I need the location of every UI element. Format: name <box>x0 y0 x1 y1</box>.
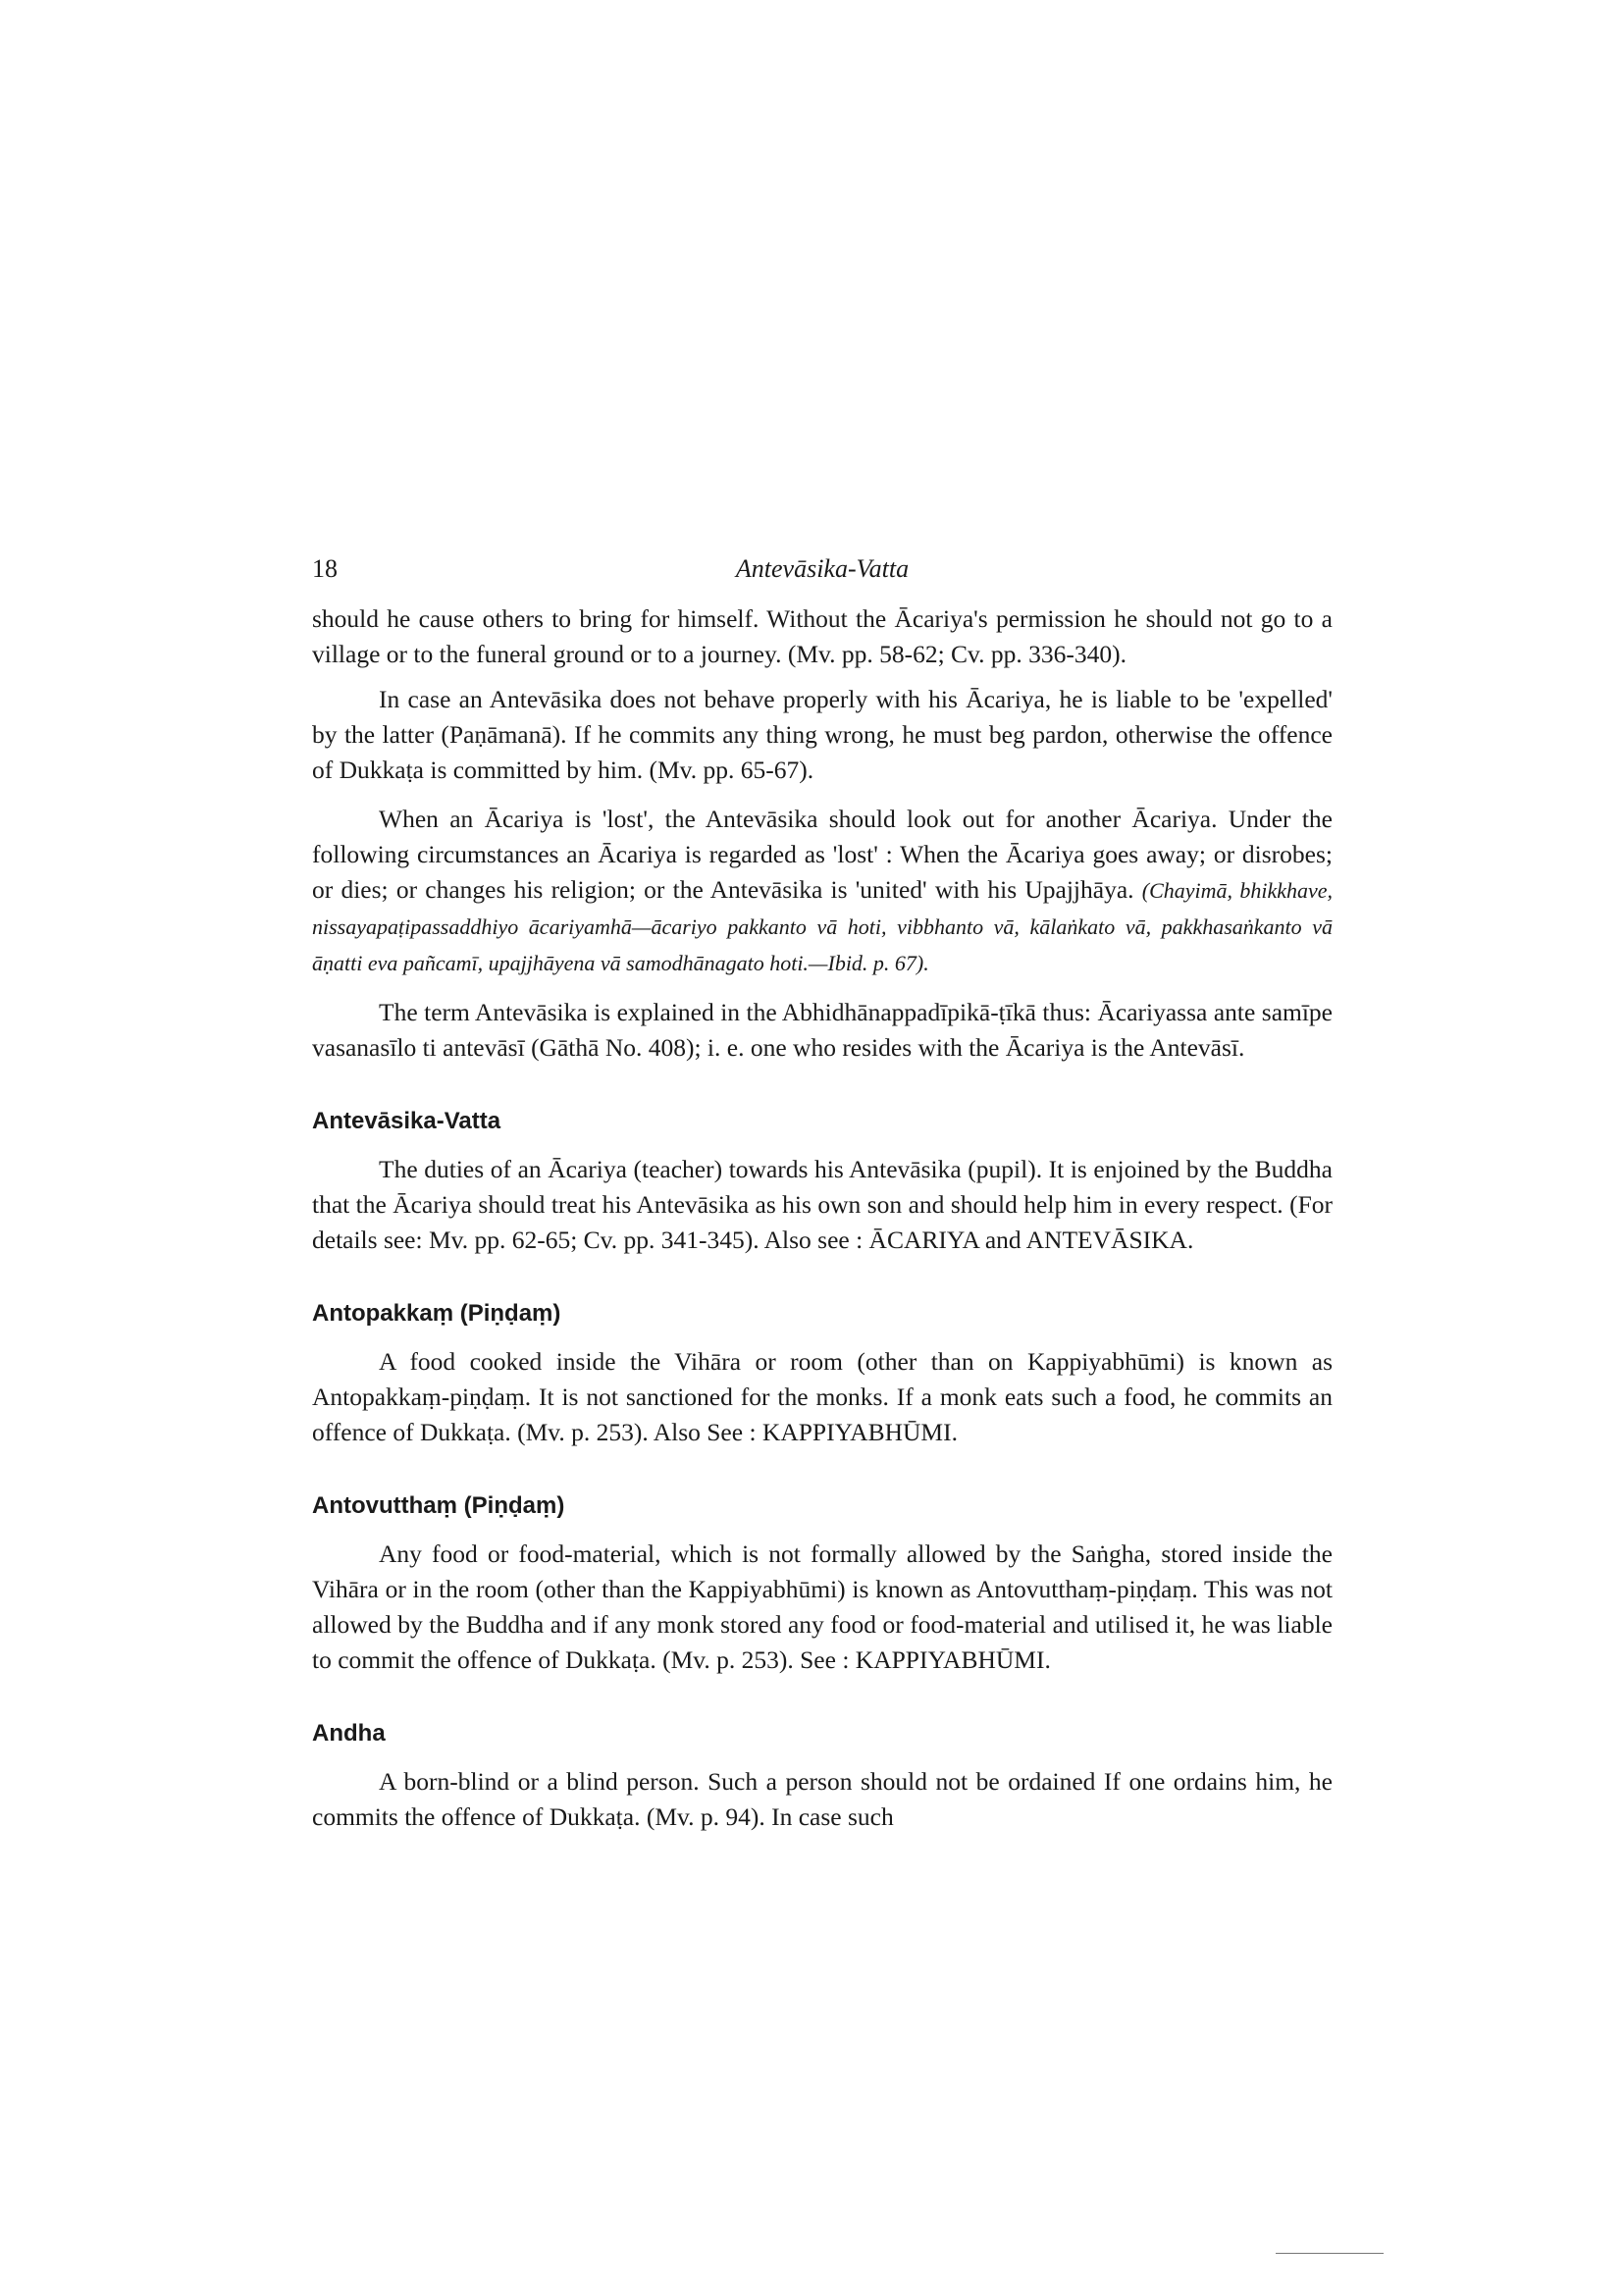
entry-text: Any food or food-material, which is not formally allowed by the Saṅgha, stored inside the Vihāra or in the room (other than the Kappiyabhūmi) is known as Antovutthaṃ-piṇḍaṃ. This was not allowed by the Buddha and if any monk stored any food or food-material and utilised it, he was liable to commit the offence of Dukkaṭa. (Mv. p. 253). See : KAPPIYABHŪMI. <box>312 1539 1333 1674</box>
page-number: 18 <box>312 554 338 583</box>
paragraph-expulsion: In case an Antevāsika does not behave properly with his Ācariya, he is liable to be 'expelled' by the latter (Paṇāmanā). If he commits any thing wrong, he must beg pardon, otherwise the offence of Dukkaṭa is committed by him. (Mv. pp. 65-67). <box>312 685 1333 784</box>
entry-heading: Antevāsika-Vatta <box>312 1108 501 1134</box>
pali-citation: (Chayimā, bhikkhave, nissayapaṭipassaddhiyo ācariyamhā—ācariyo pakkanto vā hoti, vibbhanto vā, kālaṅkato vā, pakkhasaṅkanto vā āṇatti eva pañcamī, upajjhāyena vā samodhānagato hoti.—Ibid. p. 67). <box>312 878 1334 975</box>
entry-text: The duties of an Ācariya (teacher) towards his Antevāsika (pupil). It is enjoined by the Buddha that the Ācariya should treat his Antevāsika as his own son and should help him in every respect. (For details see: Mv. pp. 62-65; Cv. pp. 341-345). Also see : ĀCARIYA and ANTEVĀSIKA. <box>312 1155 1333 1254</box>
entry-antopakkam <box>312 1297 1333 1450</box>
paragraph-term-definition: The term Antevāsika is explained in the Abhidhānappadīpikā-ṭīkā thus: Ācariyassa ante samīpe vasanasīlo ti antevāsī (Gāthā No. 408); i. e. one who resides with the Ācariya is the Antevāsī. <box>312 998 1333 1062</box>
paragraph-lost-acariya-text: When an Ācariya is 'lost', the Antevāsika should look out for another Ācariya. Under the following circumstances an Ācariya is regarded as 'lost' : When the Ācariya goes away; or disrobes; or dies; or changes his religion; or the Antevāsika is 'united' with his Upajjhāya. <box>312 805 1333 904</box>
entry-text: A food cooked inside the Vihāra or room (other than on Kappiyabhūmi) is known as Antopakkaṃ-piṇḍaṃ. It is not sanctioned for the monks. If a monk eats such a food, he commits an offence of Dukkaṭa. (Mv. p. 253). Also See : KAPPIYABHŪMI. <box>312 1347 1333 1446</box>
running-header <box>312 554 1333 601</box>
entry-text: A born-blind or a blind person. Such a person should not be ordained If one ordains him, he commits the offence of Dukkaṭa. (Mv. p. 94). In case such <box>312 1767 1333 1831</box>
entry-antovuttham <box>312 1489 1333 1678</box>
entry-antevasika-vatta <box>312 1105 1333 1258</box>
entry-heading: Antovutthaṃ (Piṇḍaṃ) <box>312 1492 565 1519</box>
entry-heading: Andha <box>312 1720 386 1747</box>
page-body <box>312 554 1333 1835</box>
running-title: Antevāsika-Vatta <box>735 554 910 583</box>
continued-paragraph: should he cause others to bring for himself. Without the Ācariya's permission he should not go to a village or to the funeral ground or to a journey. (Mv. pp. 58-62; Cv. pp. 336-340). <box>312 604 1333 668</box>
paragraph-lost-acariya <box>312 802 1333 981</box>
footer-rule <box>1276 2253 1384 2254</box>
entry-andha <box>312 1717 1333 1835</box>
entry-heading: Antopakkaṃ (Piṇḍaṃ) <box>312 1300 561 1327</box>
